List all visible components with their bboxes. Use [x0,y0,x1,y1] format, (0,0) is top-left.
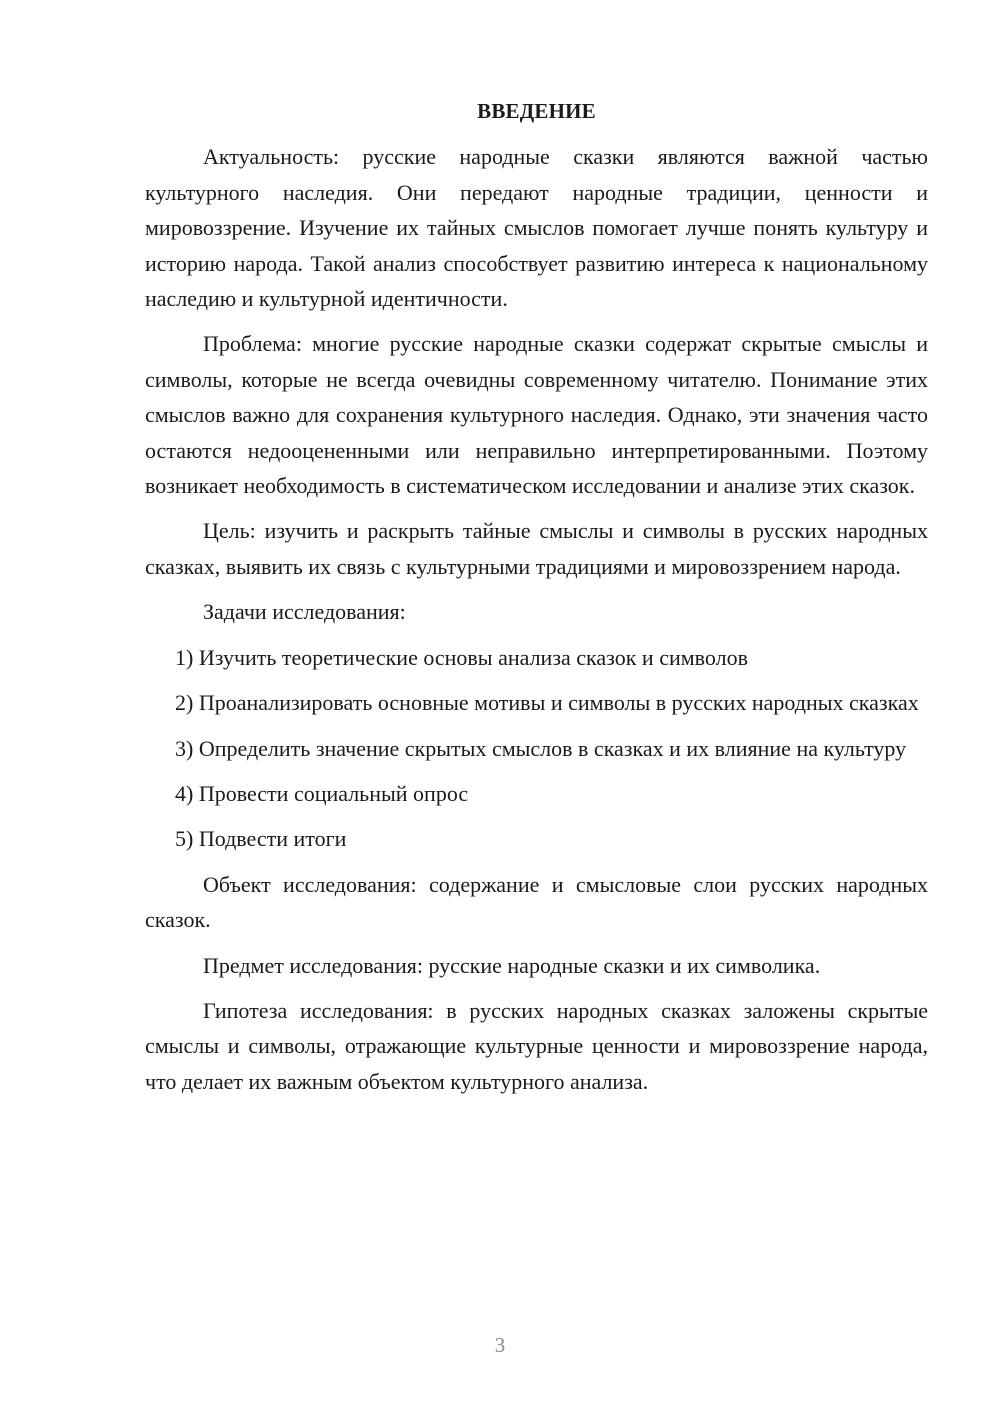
task-item-3: 3) Определить значение скрытых смыслов в сказках и их влияние на культуру [175,735,907,761]
page-title: ВВЕДЕНИЕ [477,99,596,123]
task-item-1: 1) Изучить теоретические основы анализа сказок и символов [175,644,748,670]
page-number: 3 [494,1333,506,1357]
paragraph-subject: Предмет исследования: русские народные сказки и их символика. [203,952,821,978]
paragraph-hypothesis: Гипотеза исследования: в русских народных сказках заложены скрытые смыслы и символы, отражающие культурные ценности и мировоззрение народа, что делает их важным объектом культурного анализа. [145,997,928,1094]
paragraph-problem: Проблема: многие русские народные сказки содержат скрытые смыслы и символы, которые не всегда очевидны современному читателю. Понимание этих смыслов важно для сохранения культурного наследия. Однако, эти значения часто остаются недооцененными или неправильно интерпретированными. Поэтому возникает необходимость в систематическом исследовании и анализе этих сказок. [145,331,928,499]
task-item-4: 4) Провести социальный опрос [175,780,469,806]
paragraph-goal: Цель: изучить и раскрыть тайные смыслы и символы в русских народных сказках, выявить их связь с культурными традициями и мировоззрением народа. [145,518,928,579]
paragraph-tasks-heading: Задачи исследования: [203,599,406,625]
task-item-5: 5) Подвести итоги [175,826,347,852]
paragraph-relevance: Актуальность: русские народные сказки являются важной частью культурного наследия. Они передают народные традиции, ценности и мировоззрение. Изучение их тайных смыслов помогает лучше понять культуру и историю народа. Такой анализ способствует развитию интереса к национальному наследию и культурной идентичности. [145,144,928,312]
task-item-2: 2) Проанализировать основные мотивы и символы в русских народных сказках [175,690,919,716]
text-area [145,94,928,1109]
paragraph-object: Объект исследования: содержание и смысловые слои русских народных сказок. [145,871,928,933]
